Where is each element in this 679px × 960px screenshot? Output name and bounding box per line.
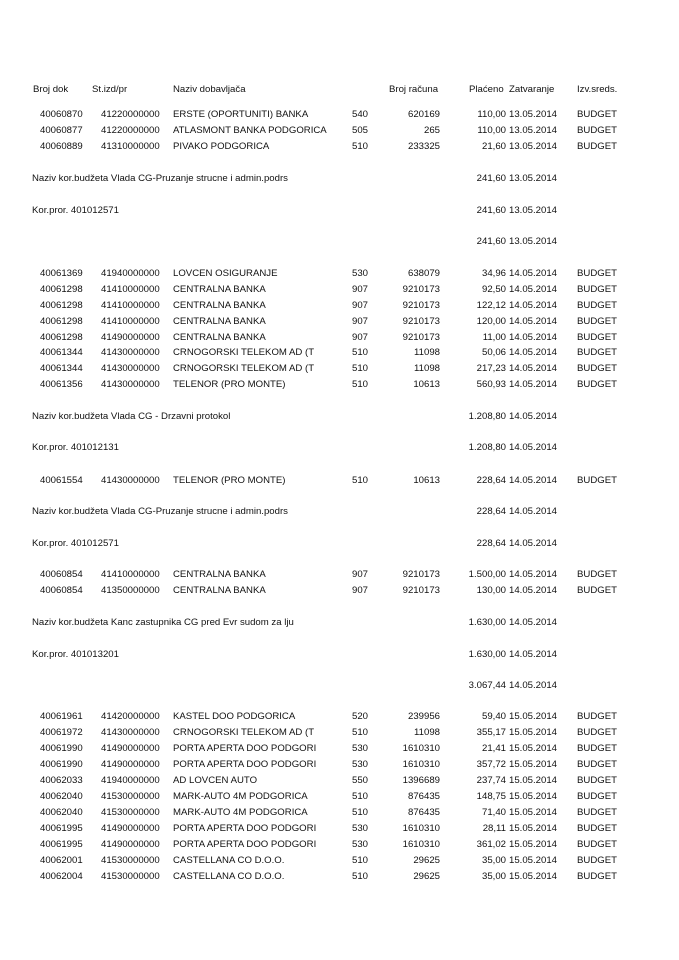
cell-naziv-dobavljaca: MARK-AUTO 4M PODGORICA <box>173 807 308 818</box>
cell-broj-racuna: 11098 <box>414 363 440 374</box>
cell-broj-racuna: 1610310 <box>402 839 440 850</box>
subtotal-label: Kor.pror. 401012571 <box>32 538 119 549</box>
cell-broj-racuna: 265 <box>423 125 440 136</box>
cell-izvor: BUDGET <box>577 363 617 374</box>
subtotal-date: 14.05.2014 <box>509 442 558 453</box>
cell-broj-dok: 40062040 <box>40 807 83 818</box>
cell-zatvaranje: 13.05.2014 <box>509 141 558 152</box>
table-row <box>0 568 679 582</box>
subtotal-date: 14.05.2014 <box>509 411 558 422</box>
subtotal-row <box>0 441 679 455</box>
cell-izvor: BUDGET <box>577 379 617 390</box>
cell-izvor: BUDGET <box>577 284 617 295</box>
table-row <box>0 584 679 598</box>
table-row <box>0 124 679 138</box>
cell-broj-racuna: 233325 <box>407 141 440 152</box>
cell-izvor: BUDGET <box>577 475 617 486</box>
cell-placeno: 21,60 <box>481 141 506 152</box>
cell-placeno: 110,00 <box>477 109 506 120</box>
cell-izvor: BUDGET <box>577 125 617 136</box>
cell-placeno: 11,00 <box>482 332 506 343</box>
cell-kod: 510 <box>352 727 369 738</box>
cell-placeno: 122,12 <box>476 300 506 311</box>
subtotal-date: 13.05.2014 <box>509 173 558 184</box>
cell-broj-racuna: 9210173 <box>402 300 440 311</box>
header-broj-racuna: Broj računa <box>389 84 439 95</box>
subtotal-label: Kor.pror. 401012131 <box>32 442 119 453</box>
cell-broj-dok: 40061344 <box>40 347 83 358</box>
table-row <box>0 790 679 804</box>
subtotal-date: 14.05.2014 <box>509 617 558 628</box>
cell-naziv-dobavljaca: KASTEL DOO PODGORICA <box>173 711 296 722</box>
cell-naziv-dobavljaca: CRNOGORSKI TELEKOM AD (T <box>173 363 315 374</box>
cell-st-izd-pr: 41940000000 <box>101 775 160 786</box>
cell-zatvaranje: 14.05.2014 <box>509 268 558 279</box>
cell-broj-dok: 40062040 <box>40 791 83 802</box>
subtotal-amount: 3.067,44 <box>468 680 506 691</box>
cell-st-izd-pr: 41530000000 <box>101 871 160 882</box>
table-row <box>0 854 679 868</box>
table-row <box>0 838 679 852</box>
subtotal-amount: 1.630,00 <box>468 617 506 628</box>
cell-placeno: 355,17 <box>476 727 506 738</box>
cell-zatvaranje: 14.05.2014 <box>509 585 558 596</box>
cell-zatvaranje: 14.05.2014 <box>509 347 558 358</box>
cell-naziv-dobavljaca: CASTELLANA CO D.O.O. <box>173 855 285 866</box>
header-placeno: Plaćeno <box>469 84 504 95</box>
cell-st-izd-pr: 41410000000 <box>101 300 160 311</box>
cell-izvor: BUDGET <box>577 316 617 327</box>
cell-broj-dok: 40061972 <box>40 727 83 738</box>
cell-zatvaranje: 15.05.2014 <box>509 743 558 754</box>
cell-st-izd-pr: 41430000000 <box>101 727 160 738</box>
cell-naziv-dobavljaca: PORTA APERTA DOO PODGORI <box>173 759 317 770</box>
subtotal-amount: 228,64 <box>476 506 506 517</box>
cell-st-izd-pr: 41410000000 <box>101 569 160 580</box>
cell-kod: 907 <box>352 569 369 580</box>
cell-broj-racuna: 29625 <box>413 871 440 882</box>
subtotal-label: Naziv kor.budžeta Vlada CG-Pruzanje strucne i admin.podrs <box>32 173 288 184</box>
cell-broj-racuna: 1610310 <box>402 823 440 834</box>
cell-izvor: BUDGET <box>577 871 617 882</box>
cell-placeno: 71,40 <box>481 807 506 818</box>
cell-st-izd-pr: 41410000000 <box>101 284 160 295</box>
cell-naziv-dobavljaca: MARK-AUTO 4M PODGORICA <box>173 791 308 802</box>
cell-naziv-dobavljaca: TELENOR (PRO MONTE) <box>173 475 286 486</box>
subtotal-date: 14.05.2014 <box>509 680 558 691</box>
cell-zatvaranje: 13.05.2014 <box>509 125 558 136</box>
cell-placeno: 59,40 <box>481 711 506 722</box>
cell-izvor: BUDGET <box>577 791 617 802</box>
cell-placeno: 28,11 <box>482 823 506 834</box>
cell-kod: 510 <box>352 347 369 358</box>
cell-naziv-dobavljaca: CENTRALNA BANKA <box>173 332 266 343</box>
cell-naziv-dobavljaca: PORTA APERTA DOO PODGORI <box>173 743 317 754</box>
cell-zatvaranje: 15.05.2014 <box>509 711 558 722</box>
cell-placeno: 35,00 <box>481 855 506 866</box>
header-izv-sreds: Izv.sreds. <box>577 84 618 95</box>
cell-placeno: 148,75 <box>476 791 506 802</box>
cell-placeno: 35,00 <box>481 871 506 882</box>
cell-broj-racuna: 11098 <box>414 347 440 358</box>
table-row <box>0 726 679 740</box>
table-row <box>0 362 679 376</box>
header-zatvaranje: Zatvaranje <box>509 84 555 95</box>
cell-broj-racuna: 638079 <box>407 268 440 279</box>
cell-broj-racuna: 620169 <box>407 109 440 120</box>
subtotal-amount: 228,64 <box>476 538 506 549</box>
cell-zatvaranje: 15.05.2014 <box>509 791 558 802</box>
cell-st-izd-pr: 41490000000 <box>101 759 160 770</box>
cell-naziv-dobavljaca: AD LOVCEN AUTO <box>173 775 258 786</box>
cell-izvor: BUDGET <box>577 109 617 120</box>
cell-broj-racuna: 876435 <box>407 807 440 818</box>
cell-izvor: BUDGET <box>577 775 617 786</box>
cell-kod: 510 <box>352 363 369 374</box>
table-row <box>0 806 679 820</box>
cell-izvor: BUDGET <box>577 347 617 358</box>
cell-kod: 530 <box>352 743 369 754</box>
cell-broj-racuna: 10613 <box>413 379 440 390</box>
cell-kod: 530 <box>352 759 369 770</box>
cell-st-izd-pr: 41430000000 <box>101 379 160 390</box>
cell-broj-dok: 40061298 <box>40 300 83 311</box>
cell-naziv-dobavljaca: CENTRALNA BANKA <box>173 585 266 596</box>
cell-kod: 530 <box>352 268 369 279</box>
subtotal-date: 14.05.2014 <box>509 649 558 660</box>
cell-broj-racuna: 29625 <box>413 855 440 866</box>
cell-izvor: BUDGET <box>577 569 617 580</box>
subtotal-date: 13.05.2014 <box>509 236 558 247</box>
table-row <box>0 474 679 488</box>
cell-kod: 510 <box>352 807 369 818</box>
table-row <box>0 140 679 154</box>
cell-izvor: BUDGET <box>577 141 617 152</box>
cell-placeno: 228,64 <box>476 475 506 486</box>
cell-naziv-dobavljaca: CENTRALNA BANKA <box>173 300 266 311</box>
cell-kod: 550 <box>352 775 369 786</box>
cell-st-izd-pr: 41530000000 <box>101 855 160 866</box>
subtotal-label: Naziv kor.budžeta Vlada CG-Pruzanje strucne i admin.podrs <box>32 506 288 517</box>
subtotal-amount: 241,60 <box>476 205 506 216</box>
cell-broj-racuna: 1610310 <box>402 743 440 754</box>
cell-kod: 530 <box>352 839 369 850</box>
cell-zatvaranje: 15.05.2014 <box>509 855 558 866</box>
cell-zatvaranje: 13.05.2014 <box>509 109 558 120</box>
table-row <box>0 331 679 345</box>
cell-kod: 540 <box>352 109 369 120</box>
subtotal-row <box>0 235 679 249</box>
cell-broj-dok: 40060877 <box>40 125 83 136</box>
cell-broj-racuna: 9210173 <box>402 332 440 343</box>
table-row <box>0 774 679 788</box>
cell-izvor: BUDGET <box>577 839 617 850</box>
cell-kod: 510 <box>352 791 369 802</box>
cell-placeno: 92,50 <box>481 284 506 295</box>
cell-st-izd-pr: 41490000000 <box>101 743 160 754</box>
subtotal-date: 14.05.2014 <box>509 506 558 517</box>
cell-izvor: BUDGET <box>577 759 617 770</box>
subtotal-amount: 1.630,00 <box>468 649 506 660</box>
cell-broj-racuna: 11098 <box>414 727 440 738</box>
cell-zatvaranje: 15.05.2014 <box>509 871 558 882</box>
cell-zatvaranje: 15.05.2014 <box>509 807 558 818</box>
cell-kod: 505 <box>352 125 369 136</box>
cell-kod: 510 <box>352 379 369 390</box>
cell-kod: 907 <box>352 332 369 343</box>
subtotal-row <box>0 648 679 662</box>
cell-izvor: BUDGET <box>577 585 617 596</box>
cell-naziv-dobavljaca: CENTRALNA BANKA <box>173 284 266 295</box>
cell-placeno: 217,23 <box>476 363 506 374</box>
cell-broj-dok: 40060870 <box>40 109 83 120</box>
cell-zatvaranje: 15.05.2014 <box>509 775 558 786</box>
cell-zatvaranje: 15.05.2014 <box>509 727 558 738</box>
cell-placeno: 130,00 <box>476 585 506 596</box>
cell-zatvaranje: 14.05.2014 <box>509 332 558 343</box>
subtotal-amount: 241,60 <box>476 173 506 184</box>
cell-broj-racuna: 239956 <box>407 711 440 722</box>
cell-broj-dok: 40061554 <box>40 475 83 486</box>
cell-placeno: 357,72 <box>476 759 506 770</box>
cell-broj-dok: 40061344 <box>40 363 83 374</box>
cell-naziv-dobavljaca: ATLASMONT BANKA PODGORICA <box>173 125 327 136</box>
cell-izvor: BUDGET <box>577 711 617 722</box>
cell-st-izd-pr: 41940000000 <box>101 268 160 279</box>
subtotal-amount: 1.208,80 <box>468 411 506 422</box>
table-row <box>0 822 679 836</box>
cell-broj-racuna: 9210173 <box>402 569 440 580</box>
cell-placeno: 34,96 <box>481 268 506 279</box>
cell-st-izd-pr: 41490000000 <box>101 839 160 850</box>
cell-naziv-dobavljaca: PORTA APERTA DOO PODGORI <box>173 823 317 834</box>
cell-st-izd-pr: 41490000000 <box>101 332 160 343</box>
subtotal-label: Kor.pror. 401013201 <box>32 649 119 660</box>
header-naziv-dobavljaca: Naziv dobavljača <box>173 84 246 95</box>
table-row <box>0 267 679 281</box>
cell-broj-racuna: 876435 <box>407 791 440 802</box>
cell-broj-dok: 40062033 <box>40 775 83 786</box>
cell-naziv-dobavljaca: CENTRALNA BANKA <box>173 569 266 580</box>
cell-naziv-dobavljaca: CENTRALNA BANKA <box>173 316 266 327</box>
cell-kod: 530 <box>352 823 369 834</box>
cell-naziv-dobavljaca: CRNOGORSKI TELEKOM AD (T <box>173 347 315 358</box>
cell-broj-dok: 40060854 <box>40 569 83 580</box>
cell-izvor: BUDGET <box>577 727 617 738</box>
cell-st-izd-pr: 41490000000 <box>101 823 160 834</box>
cell-kod: 510 <box>352 855 369 866</box>
cell-broj-dok: 40062001 <box>40 855 83 866</box>
cell-kod: 907 <box>352 300 369 311</box>
cell-placeno: 21,41 <box>481 743 506 754</box>
cell-izvor: BUDGET <box>577 855 617 866</box>
cell-kod: 510 <box>352 475 369 486</box>
header-broj-dok: Broj dok <box>33 84 69 95</box>
cell-izvor: BUDGET <box>577 743 617 754</box>
subtotal-row <box>0 616 679 630</box>
cell-broj-dok: 40061995 <box>40 839 83 850</box>
cell-broj-racuna: 9210173 <box>402 316 440 327</box>
cell-broj-dok: 40061298 <box>40 316 83 327</box>
cell-broj-racuna: 9210173 <box>402 585 440 596</box>
cell-broj-dok: 40061298 <box>40 284 83 295</box>
cell-zatvaranje: 15.05.2014 <box>509 839 558 850</box>
cell-broj-dok: 40061961 <box>40 711 83 722</box>
cell-broj-dok: 40061990 <box>40 759 83 770</box>
table-header <box>0 83 679 97</box>
cell-zatvaranje: 15.05.2014 <box>509 759 558 770</box>
cell-placeno: 1.500,00 <box>468 569 506 580</box>
cell-izvor: BUDGET <box>577 807 617 818</box>
table-row <box>0 108 679 122</box>
header-st-izd-pr: St.izd/pr <box>92 84 128 95</box>
subtotal-label: Naziv kor.budžeta Vlada CG - Drzavni protokol <box>32 411 231 422</box>
cell-zatvaranje: 14.05.2014 <box>509 379 558 390</box>
cell-naziv-dobavljaca: CASTELLANA CO D.O.O. <box>173 871 285 882</box>
cell-zatvaranje: 14.05.2014 <box>509 475 558 486</box>
cell-st-izd-pr: 41310000000 <box>101 141 160 152</box>
cell-placeno: 120,00 <box>476 316 506 327</box>
subtotal-date: 14.05.2014 <box>509 538 558 549</box>
cell-izvor: BUDGET <box>577 268 617 279</box>
cell-st-izd-pr: 41220000000 <box>101 125 160 136</box>
cell-broj-dok: 40061990 <box>40 743 83 754</box>
table-row <box>0 378 679 392</box>
subtotal-label: Kor.pror. 401012571 <box>32 205 119 216</box>
subtotal-row <box>0 505 679 519</box>
cell-naziv-dobavljaca: TELENOR (PRO MONTE) <box>173 379 286 390</box>
subtotal-row <box>0 172 679 186</box>
cell-naziv-dobavljaca: CRNOGORSKI TELEKOM AD (T <box>173 727 315 738</box>
cell-izvor: BUDGET <box>577 300 617 311</box>
cell-st-izd-pr: 41220000000 <box>101 109 160 120</box>
cell-broj-racuna: 9210173 <box>402 284 440 295</box>
cell-kod: 510 <box>352 141 369 152</box>
cell-broj-dok: 40061298 <box>40 332 83 343</box>
cell-broj-dok: 40060854 <box>40 585 83 596</box>
cell-st-izd-pr: 41530000000 <box>101 791 160 802</box>
cell-st-izd-pr: 41530000000 <box>101 807 160 818</box>
cell-broj-dok: 40061356 <box>40 379 83 390</box>
subtotal-label: Naziv kor.budžeta Kanc zastupnika CG pred Evr sudom za lju <box>32 617 294 628</box>
subtotal-date: 13.05.2014 <box>509 205 558 216</box>
cell-broj-racuna: 1396689 <box>402 775 440 786</box>
cell-st-izd-pr: 41410000000 <box>101 316 160 327</box>
cell-st-izd-pr: 41420000000 <box>101 711 160 722</box>
cell-kod: 520 <box>352 711 369 722</box>
table-row <box>0 742 679 756</box>
subtotal-amount: 241,60 <box>476 236 506 247</box>
cell-st-izd-pr: 41430000000 <box>101 475 160 486</box>
cell-kod: 907 <box>352 284 369 295</box>
subtotal-row <box>0 204 679 218</box>
cell-st-izd-pr: 41430000000 <box>101 347 160 358</box>
table-row <box>0 710 679 724</box>
cell-zatvaranje: 14.05.2014 <box>509 363 558 374</box>
cell-izvor: BUDGET <box>577 332 617 343</box>
cell-broj-dok: 40062004 <box>40 871 83 882</box>
cell-broj-dok: 40061369 <box>40 268 83 279</box>
table-row <box>0 870 679 884</box>
subtotal-amount: 1.208,80 <box>468 442 506 453</box>
cell-st-izd-pr: 41350000000 <box>101 585 160 596</box>
cell-zatvaranje: 15.05.2014 <box>509 823 558 834</box>
cell-zatvaranje: 14.05.2014 <box>509 316 558 327</box>
cell-placeno: 560,93 <box>476 379 506 390</box>
cell-placeno: 237,74 <box>476 775 506 786</box>
table-row <box>0 299 679 313</box>
table-row <box>0 346 679 360</box>
cell-st-izd-pr: 41430000000 <box>101 363 160 374</box>
subtotal-row <box>0 679 679 693</box>
cell-naziv-dobavljaca: LOVCEN OSIGURANJE <box>173 268 278 279</box>
cell-naziv-dobavljaca: PORTA APERTA DOO PODGORI <box>173 839 317 850</box>
cell-placeno: 50,06 <box>481 347 506 358</box>
table-row <box>0 758 679 772</box>
table-row <box>0 283 679 297</box>
cell-zatvaranje: 14.05.2014 <box>509 300 558 311</box>
cell-kod: 907 <box>352 316 369 327</box>
cell-naziv-dobavljaca: ERSTE (OPORTUNITI) BANKA <box>173 109 309 120</box>
cell-placeno: 361,02 <box>476 839 506 850</box>
table-row <box>0 315 679 329</box>
subtotal-row <box>0 410 679 424</box>
cell-kod: 907 <box>352 585 369 596</box>
cell-placeno: 110,00 <box>477 125 506 136</box>
cell-broj-racuna: 10613 <box>413 475 440 486</box>
cell-izvor: BUDGET <box>577 823 617 834</box>
cell-kod: 510 <box>352 871 369 882</box>
cell-broj-dok: 40060889 <box>40 141 83 152</box>
subtotal-row <box>0 537 679 551</box>
cell-broj-dok: 40061995 <box>40 823 83 834</box>
cell-zatvaranje: 14.05.2014 <box>509 569 558 580</box>
cell-naziv-dobavljaca: PIVAKO PODGORICA <box>173 141 270 152</box>
cell-broj-racuna: 1610310 <box>402 759 440 770</box>
cell-zatvaranje: 14.05.2014 <box>509 284 558 295</box>
